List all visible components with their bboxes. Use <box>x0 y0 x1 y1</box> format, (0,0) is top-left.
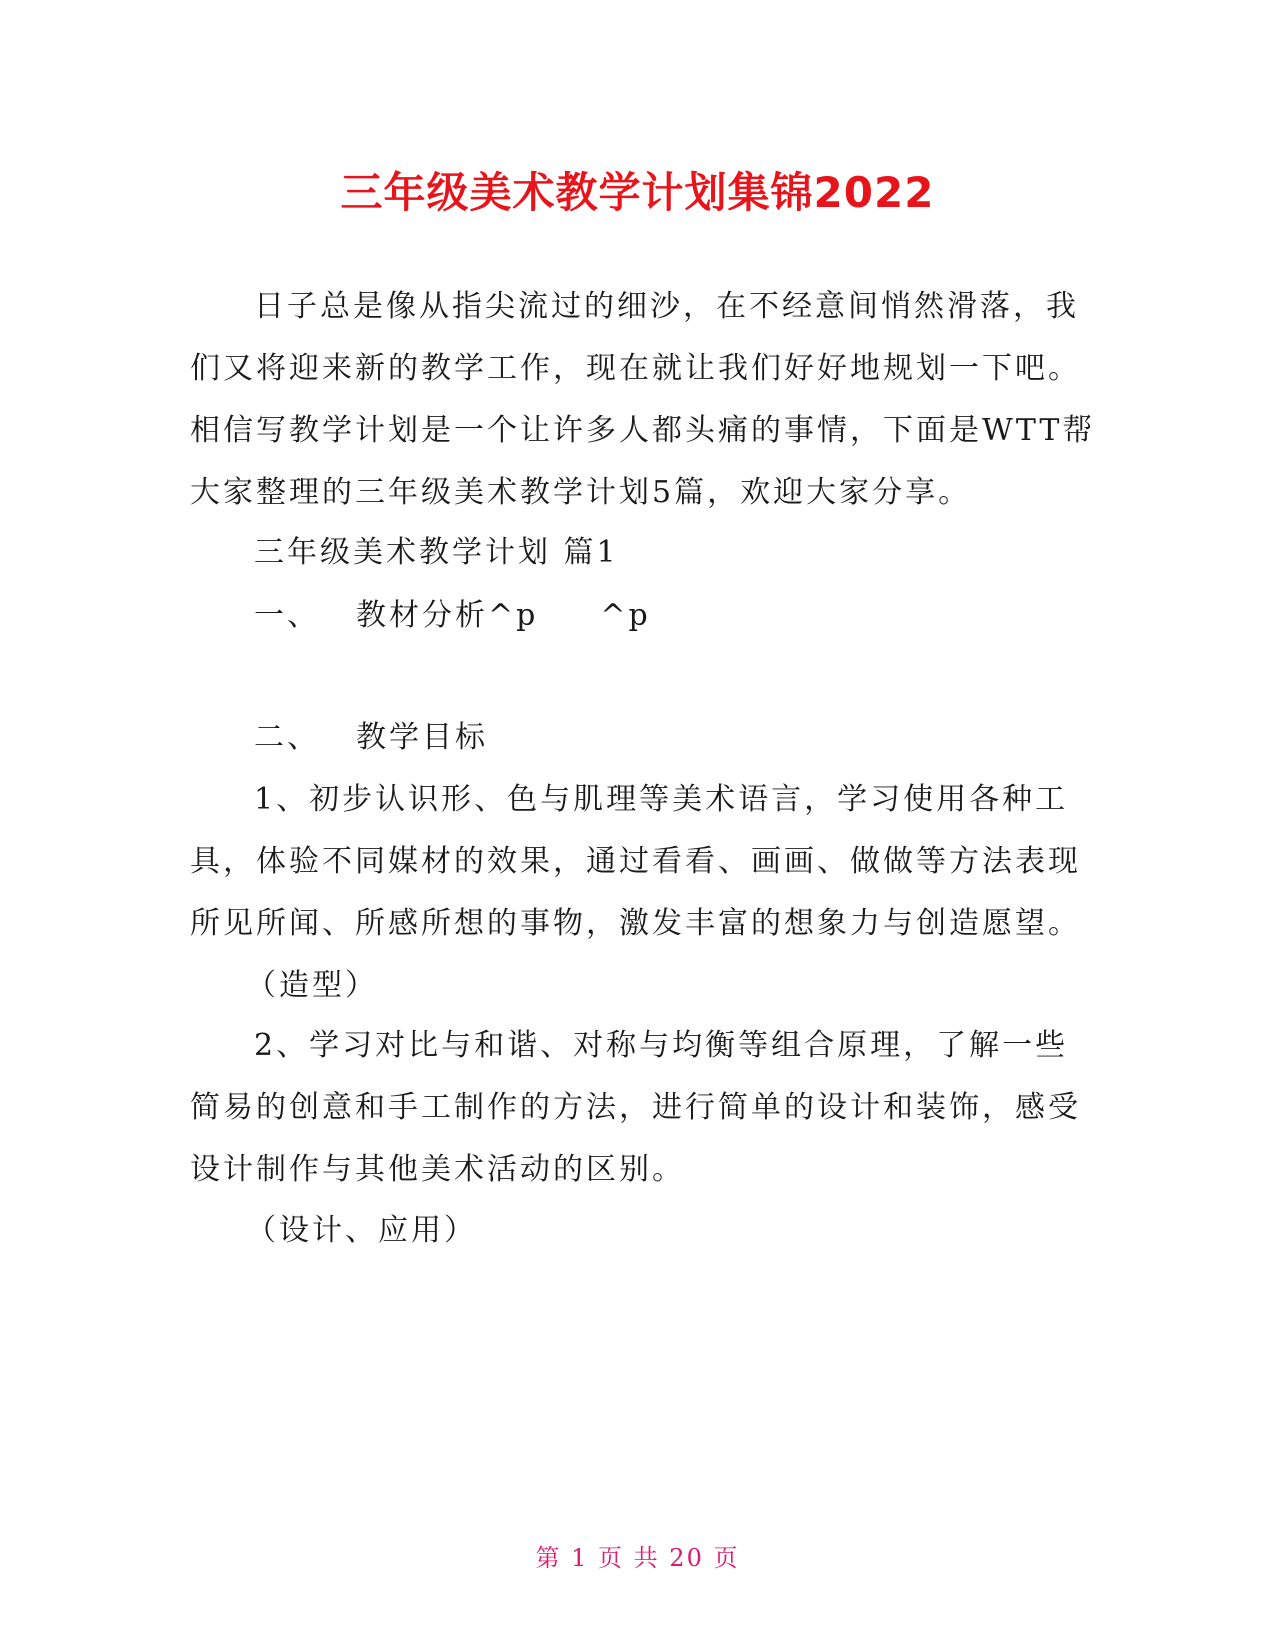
goal2-line-3: 设计制作与其他美术活动的区别。 <box>190 1152 685 1187</box>
part2-heading <box>190 707 1090 769</box>
intro-line-4: 大家整理的三年级美术教学计划5篇，欢迎大家分享。 <box>190 475 972 510</box>
part1-label: 教材分析^p <box>356 598 539 633</box>
goal1-line-1: 1、初步认识形、色与肌理等美术语言，学习使用各种工 <box>254 782 1069 817</box>
goal1-paragraph <box>190 769 1090 1017</box>
part2-heading-block <box>190 707 1090 769</box>
part1-number: 一、 <box>254 598 320 633</box>
intro-paragraph <box>190 276 1096 524</box>
goal1-tag: （造型） <box>246 968 378 1003</box>
goal1-line-2: 具，体验不同媒材的效果，通过看看、画画、做做等方法表现 <box>190 844 1081 879</box>
part1-suffix: ^p <box>600 598 651 633</box>
page-number-footer: 第 1 页 共 20 页 <box>535 1544 740 1572</box>
document-title: 三年级美术教学计划集锦2022 <box>340 168 935 217</box>
part2-label: 教学目标 <box>356 720 488 755</box>
goal2-line-1: 2、学习对比与和谐、对称与均衡等组合原理，了解一些 <box>254 1028 1069 1063</box>
goal1-line-3: 所见所闻、所感所想的事物，激发丰富的想象力与创造愿望。 <box>190 906 1081 941</box>
intro-line-2: 们又将迎来新的教学工作，现在就让我们好好地规划一下吧。 <box>190 351 1081 386</box>
goal2-tag-block <box>190 1200 1090 1262</box>
part1-heading <box>190 585 1090 647</box>
part1-heading-block <box>190 585 1090 647</box>
part2-number: 二、 <box>254 720 320 755</box>
section-heading-block <box>190 522 1090 584</box>
goal2-tag: （设计、应用） <box>246 1213 477 1248</box>
intro-line-3: 相信写教学计划是一个让许多人都头痛的事情，下面是WTT帮 <box>190 413 1096 448</box>
goal2-line-2: 简易的创意和手工制作的方法，进行简单的设计和装饰，感受 <box>190 1090 1081 1125</box>
goal2-paragraph <box>190 1015 1090 1201</box>
section-heading: 三年级美术教学计划 篇1 <box>254 535 619 570</box>
intro-line-1: 日子总是像从指尖流过的细沙，在不经意间悄然滑落，我 <box>254 289 1079 324</box>
